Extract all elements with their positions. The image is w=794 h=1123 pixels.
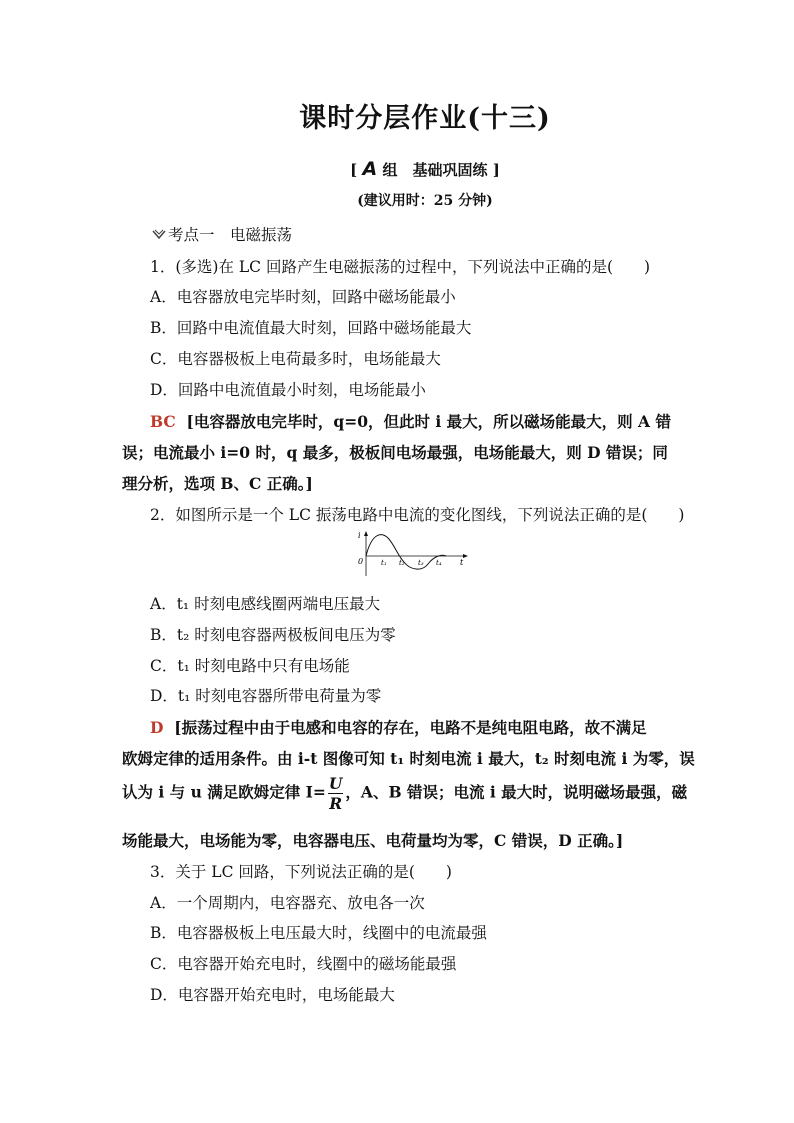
q3-stem: 3．关于 LC 回路，下列说法正确的是( ) [150,863,452,881]
graph-tick-t4: t₄ [436,559,442,567]
q2-option-a: A．t₁ 时刻电感线圈两端电压最大 [150,595,381,613]
q3-option-b: B．电容器极板上电压最大时，线圈中的电流最强 [150,924,487,942]
q1-stem: 1．(多选)在 LC 回路产生电磁振荡的过程中，下列说法中正确的是( ) [150,258,651,276]
page-title: 课时分层作业(十三) [299,103,551,134]
graph-tick-t3: t₃ [418,559,424,567]
q2-stem: 2．如图所示是一个 LC 振荡电路中电流的变化图线，下列说法正确的是( ) [150,506,685,524]
q1-option-b: B．回路中电流值最大时刻，回路中磁场能最大 [150,319,472,337]
q2-explanation-line4: 场能最大，电场能为零，电容器电压、电荷量均为零，C 错误，D 正确。] [122,831,624,850]
graph-x-arrow [463,554,468,558]
graph-tick-t1: t₁ [381,559,387,567]
knowledge-point-icon [152,229,166,241]
graph-x-label: t [460,558,464,567]
q2-answer: D [150,718,164,737]
q2-explanation-line2: 欧姆定律的适用条件。由 i-t 图像可知 t₁ 时刻电流 i 最大，t₂ 时刻电流 i 为零，误 [122,749,695,768]
group-bracket-close: ] [492,161,500,179]
q2-explanation-line3: 认为 i 与 u 满足欧姆定律 I= $\frac{U}{R}$ ，A、B 错误；电流 i 最大时，说明磁场最强，磁 [122,774,688,813]
group-letter: A [362,158,378,180]
knowledge-point-heading [152,223,292,245]
q1-answer: BC [150,412,176,431]
q3-option-c: C．电容器开始充电时，线圈中的磁场能最强 [150,955,457,973]
q1-explanation-line1: BC [电容器放电完毕时，q=0，但此时 i 最大，所以磁场能最大，则 A 错 [150,412,671,431]
q2-option-c: C．t₁ 时刻电路中只有电场能 [150,657,350,675]
q2-option-d: D．t₁ 时刻电容器所带电荷量为零 [150,687,382,705]
current-time-graph [352,528,472,580]
suggested-time: (建议用时：25 分钟) [357,193,493,209]
q1-option-a: A．电容器放电完毕时刻，回路中磁场能最小 [150,288,456,306]
graph-y-arrow [364,531,368,536]
graph-tick-t2: t₂ [399,559,405,567]
knowledge-point-label: 考点一 电磁振荡 [168,226,293,244]
q1-explanation-line3: 理分析，选项 B、C 正确。] [122,474,313,493]
ohm-law-fraction: $\frac{U}{R}$ [328,774,343,813]
q3-option-d: D．电容器开始充电时，电场能最大 [150,986,395,1004]
group-label: 组 基础巩固练 [382,161,488,179]
q2-explanation-line1: D [振荡过程中由于电感和电容的存在，电路不是纯电阻电路，故不满足 [150,718,647,737]
group-bracket-open: [ [350,161,358,179]
q1-option-c: C．电容器极板上电荷最多时，电场能最大 [150,350,441,368]
q1-option-d: D．回路中电流值最小时刻，电场能最小 [150,381,426,399]
q1-explanation-line2: 误；电流最小 i=0 时，q 最多，极板间电场最强，电场能最大，则 D 错误；同 [122,443,668,462]
q2-option-b: B．t₂ 时刻电容器两极板间电压为零 [150,626,396,644]
group-heading [0,158,794,180]
graph-y-label: i [358,531,361,540]
q3-option-a: A．一个周期内，电容器充、放电各一次 [150,894,425,912]
graph-origin-label: 0 [358,557,364,566]
graph-current-curve [366,535,446,569]
